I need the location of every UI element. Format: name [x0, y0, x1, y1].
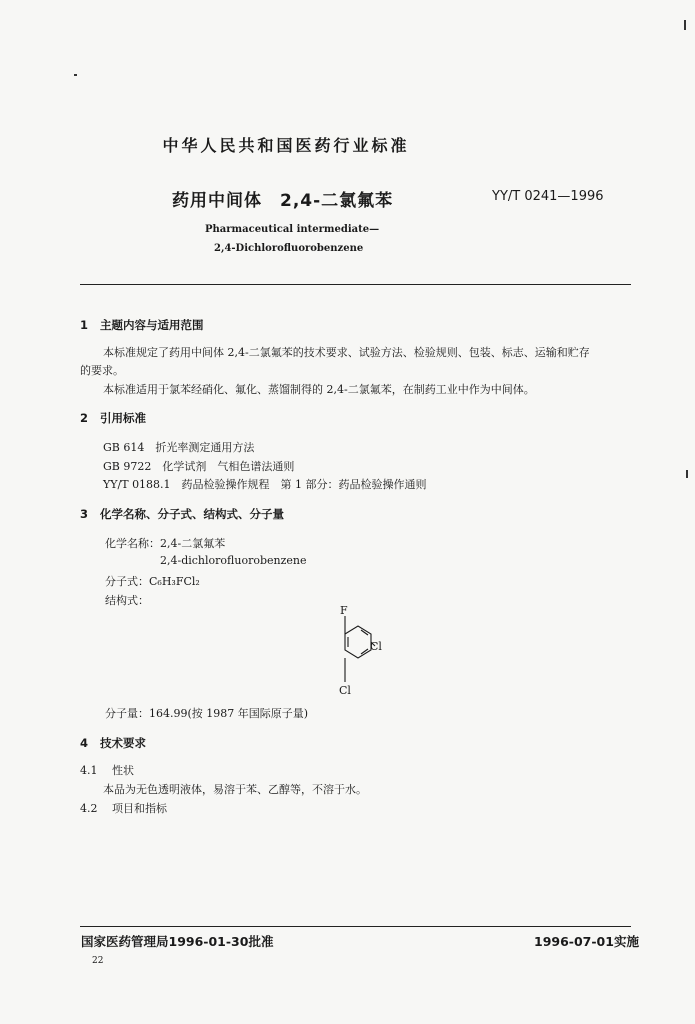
subsection-4-2-heading: 4.2 项目和指标 [80, 802, 167, 815]
section-1-heading: 1 主题内容与适用范围 [80, 318, 204, 332]
document-title: 药用中间体 2,4-二氯氟苯 [172, 191, 394, 211]
scan-mark [74, 74, 77, 76]
reference-item: GB 9722 化学试剂 气相色谱法通则 [103, 460, 295, 473]
section-2-heading: 2 引用标准 [80, 411, 146, 425]
molecular-formula: 分子式：C₆H₃FCl₂ [105, 575, 200, 588]
atom-label-cl-2: Cl [370, 640, 382, 653]
section-1-para2: 本标准适用于氯苯经硝化、氟化、蒸馏制得的 2,4-二氯氟苯，在制药工业中作为中间体。 [103, 383, 535, 396]
structure-label: 结构式： [105, 594, 149, 607]
atom-label-cl-4: Cl [339, 684, 351, 697]
chemical-name: 化学名称：2,4-二氯氟苯 [105, 537, 226, 550]
standard-code: YY/T 0241—1996 [492, 189, 604, 204]
issuing-authority: 中华人民共和国医药行业标准 [162, 136, 410, 155]
atom-label-f: F [340, 606, 348, 617]
subsection-4-1-heading: 4.1 性状 [80, 764, 134, 777]
subsection-4-1-text: 本品为无色透明液体，易溶于苯、乙醇等，不溶于水。 [103, 783, 367, 796]
section-4-heading: 4 技术要求 [80, 736, 146, 750]
approval-date: 国家医药管理局1996-01-30批准 [81, 934, 274, 949]
scan-mark [684, 20, 686, 30]
section-3-heading: 3 化学名称、分子式、结构式、分子量 [80, 507, 284, 521]
english-title-line2: 2,4-Dichlorofluorobenzene [214, 243, 364, 254]
footer-divider [80, 926, 631, 927]
header-divider [80, 284, 631, 285]
scan-mark [686, 470, 688, 478]
reference-item: GB 614 折光率测定通用方法 [103, 441, 255, 454]
molecular-weight: 分子量：164.99(按 1987 年国际原子量) [105, 707, 309, 720]
implementation-date: 1996-07-01实施 [534, 934, 639, 949]
chemical-name-english: 2,4-dichlorofluorobenzene [160, 554, 307, 567]
section-1-para1-line2: 的要求。 [80, 364, 124, 377]
page-number: 22 [92, 956, 104, 966]
benzene-ring [345, 626, 371, 658]
structural-formula [325, 606, 415, 700]
english-title-line1: Pharmaceutical intermediate— [205, 224, 380, 235]
section-1-para1-line1: 本标准规定了药用中间体 2,4-二氯氟苯的技术要求、试验方法、检验规则、包装、标志、运输和贮存 [103, 346, 590, 359]
reference-item: YY/T 0188.1 药品检验操作规程 第 1 部分：药品检验操作通则 [103, 478, 427, 491]
